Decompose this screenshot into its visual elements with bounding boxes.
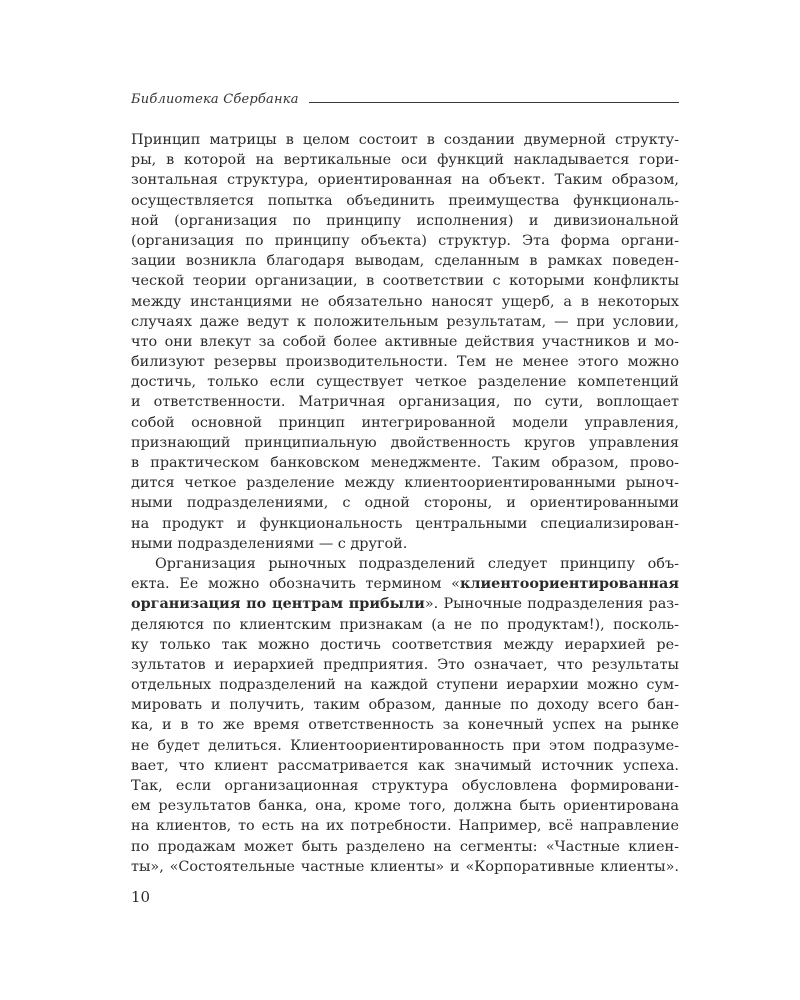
text-line: достичь, только если существует четкое разделение компетенций — [131, 374, 679, 391]
text-line: осуществляется попытка объединить преимущества функциональ- — [131, 192, 679, 209]
text-line: мировать и получить, таким образом, данные по доходу всего бан- — [131, 697, 679, 714]
text-line: деляются по клиентским признакам (а не по продуктам!), посколь- — [131, 616, 679, 633]
text-line: ческой теории организации, в соответствии с которыми конфликты — [131, 273, 679, 290]
text-line: что они влекут за собой более активные действия участников и мо- — [131, 333, 679, 350]
text-line: Так, если организационная структура обусловлена формировани- — [131, 778, 679, 794]
text-body — [131, 130, 679, 877]
text-line — [131, 574, 679, 594]
text-line: ной (организация по принципу исполнения) и дивизиональной — [131, 212, 679, 229]
text-line: Организация рыночных подразделений следует принципу объ- — [155, 555, 679, 572]
text-line: зультатов и иерархией предприятия. Это означает, что результаты — [131, 656, 679, 673]
text-line: ку только так можно достичь соответствия между иерархией ре- — [131, 636, 679, 653]
paragraph-1 — [131, 130, 679, 554]
text-run: екта. Ее можно обозначить термином « — [131, 576, 460, 593]
text-line: на продукт и функциональность центральными специализирован- — [131, 515, 679, 532]
text-line: Принцип матрицы в целом состоит в создании двумерной структу- — [131, 132, 679, 148]
running-header — [131, 89, 679, 109]
text-line: ка, и в то же время ответственность за конечный успех на рынке — [131, 717, 679, 734]
running-title: Библиотека Сбербанка — [131, 91, 299, 107]
text-run: ». Рыночные подразделения раз- — [424, 596, 679, 613]
text-line: вает, что клиент рассматривается как значимый источник успеха. — [131, 757, 679, 774]
text-line: ры, в которой на вертикальные оси функций накладывается гори- — [131, 152, 679, 169]
text-line: на клиентов, то есть на их потребности. Например, всё направление — [131, 818, 679, 835]
header-rule — [309, 102, 679, 103]
text-line: отдельных подразделений на каждой ступени иерархии можно сум- — [131, 677, 679, 694]
text-line: (организация по принципу объекта) структур. Эта форма органи- — [131, 232, 679, 249]
paragraph-2 — [131, 554, 679, 877]
text-line: ными подразделениями, с одной стороны, и ориентированными — [131, 495, 679, 512]
text-line: между инстанциями не обязательно наносят ущерб, а в некоторых — [131, 293, 679, 310]
text-line: не будет делиться. Клиентоориентированность при этом подразуме- — [131, 737, 679, 754]
text-line: дится четкое разделение между клиентоориентированными рыноч- — [131, 475, 679, 492]
text-line: ными подразделениями — с другой. — [131, 535, 408, 552]
bold-term: клиентоориентированная — [459, 575, 679, 593]
text-line: зонтальная структура, ориентированная на объект. Таким образом, — [131, 172, 679, 189]
text-line: случаях даже ведут к положительным результатам, — при условии, — [131, 313, 679, 330]
text-line: и ответственности. Матричная организация, по сути, воплощает — [131, 394, 679, 411]
bold-term: организация по центрам прибыли — [131, 595, 425, 613]
text-line: билизуют резервы производительности. Тем не менее этого можно — [131, 354, 679, 371]
text-line: ты», «Состоятельные частные клиенты» и «Корпоративные клиенты». — [131, 858, 679, 875]
text-line: по продажам может быть разделено на сегменты: «Частные клиен- — [131, 838, 679, 855]
text-line: ем результатов банка, она, кроме того, должна быть ориентирована — [131, 798, 679, 815]
text-line: зации возникла благодаря выводам, сделанным в рамках поведен- — [131, 253, 679, 270]
text-line: собой основной принцип интегрированной модели управления, — [131, 414, 679, 431]
text-line — [131, 594, 679, 614]
text-line: признающий принципиальную двойственность кругов управления — [131, 434, 679, 451]
page-number: 10 — [131, 888, 151, 906]
text-line: в практическом банковском менеджменте. Таким образом, прово- — [131, 455, 679, 471]
